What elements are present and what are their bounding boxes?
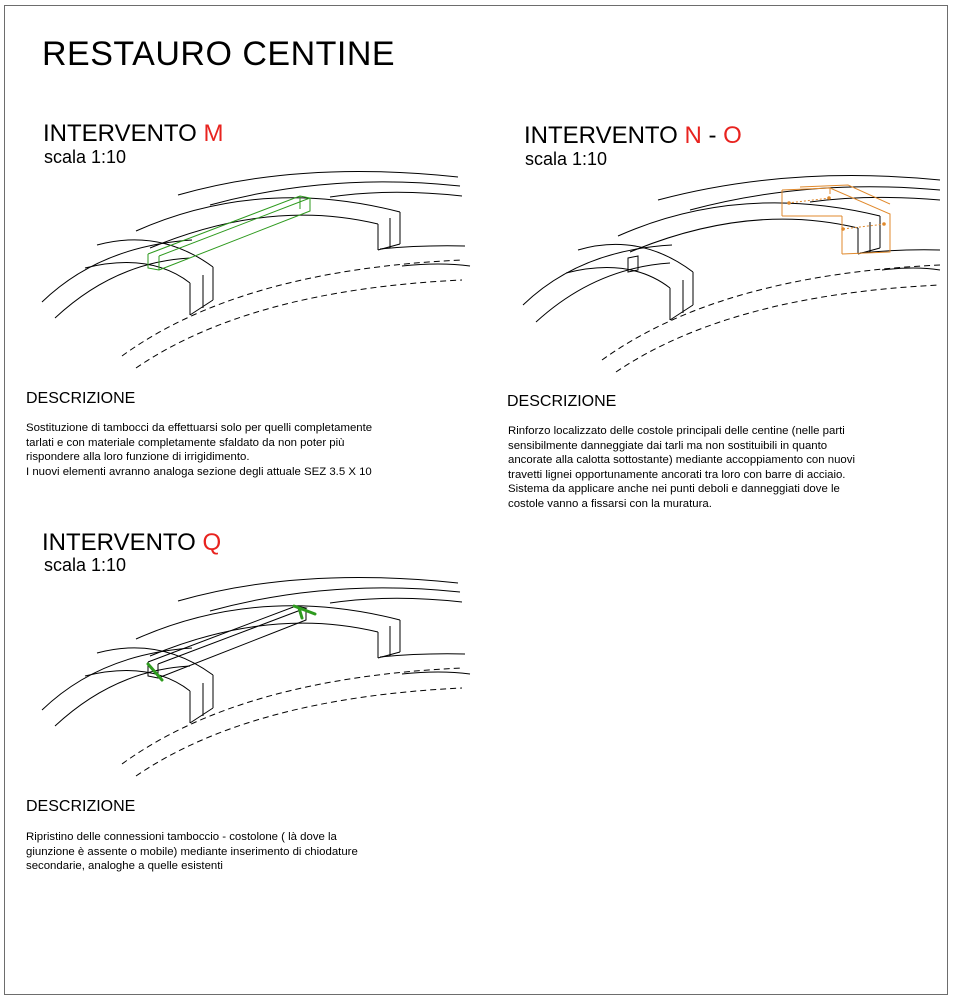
desc-line: giunzione è assente o mobile) mediante inserimento di chiodature [26,845,358,858]
intervento-q-desc-heading: DESCRIZIONE [26,798,136,815]
desc-line: Rinforzo localizzato delle costole principali delle centine (nelle parti [508,425,845,437]
intervento-q-desc-text [26,830,358,874]
desc-line: Sostituzione di tambocci da effettuarsi solo per quelli completamente [26,422,373,434]
intervento-m-scale: scala 1:10 [44,147,127,167]
desc-line: tarlati e con materiale completamente sfaldato da non poter più [26,436,345,449]
intervento-q-label: INTERVENTO [42,529,196,556]
intervento-no-code2: O [723,122,742,149]
intervento-no-scale: scala 1:10 [525,149,608,169]
desc-line: rispondere alla loro funzione di irrigidimento. [26,451,250,464]
desc-line: I nuovi elementi avranno analoga sezione degli attuale SEZ 3.5 X 10 [26,465,372,478]
intervento-m-desc-heading: DESCRIZIONE [26,390,136,407]
intervento-no-desc-text [508,424,855,512]
intervento-no-code1: N [684,122,702,149]
intervento-q-code: Q [202,529,222,556]
page-title: RESTAURO CENTINE [42,35,396,73]
intervento-m-label: INTERVENTO [43,120,197,147]
desc-line: costole vanno a fissarsi con la muratura. [508,497,712,510]
intervento-q-drawing [0,0,480,800]
desc-line: travetti lignei opportunamente ancorati tra loro con barre di acciaio. [508,468,846,481]
intervento-no-sep: - [708,122,717,149]
intervento-q-scale: scala 1:10 [44,555,127,575]
intervento-no-label: INTERVENTO [524,122,678,149]
intervento-m-code: M [203,120,224,147]
desc-line: sensibilmente danneggiate dai tarli ma non sostituibili in quanto [508,439,828,452]
desc-line: Sistema da applicare anche nei punti deboli e danneggiati dove le [508,483,840,496]
desc-line: ancorate alla calotta sottostante) mediante accoppiamento con nuovi [508,454,855,467]
intervento-no-desc-heading: DESCRIZIONE [507,393,617,410]
q-nails [148,606,315,680]
desc-line: Ripristino delle connessioni tamboccio - costolone ( là dove la [26,831,337,843]
desc-line: secondarie, analoghe a quelle esistenti [26,860,223,873]
